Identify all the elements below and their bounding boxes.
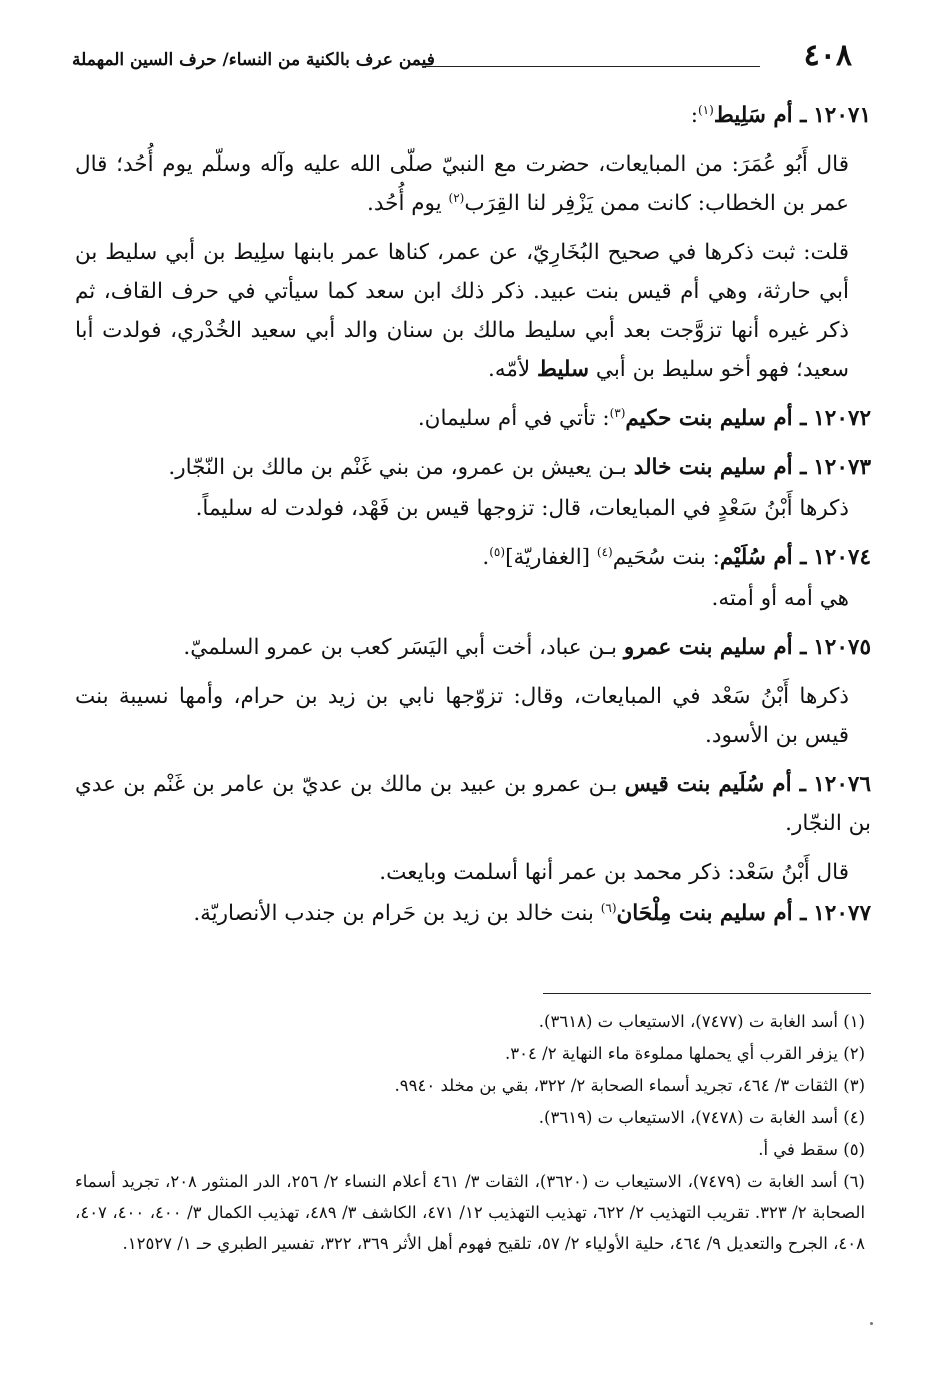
entry-paragraph — [75, 145, 871, 223]
entry-heading — [75, 628, 871, 667]
page-number: ٤٠٨ — [803, 38, 852, 73]
entry-number: ١٢٠٧٤ — [813, 545, 871, 570]
footnote — [75, 1070, 865, 1101]
bold-name: سليط — [537, 357, 590, 382]
paragraph-text: ذكرها أَبْنُ سَعْدٍ في المبايعات، قال: تزوجها قيس بن فَهْد، فولدت له سليماً. — [195, 496, 849, 521]
running-title: فيمن عرف بالكنية من النساء/ حرف السين المهملة — [72, 50, 435, 70]
entry-text: : — [690, 103, 698, 128]
footnotes — [75, 1006, 865, 1260]
footnote-number: (١) — [843, 1012, 865, 1031]
entry-text: بـن عمرو بن عبيد بن مالك بن عديّ بن عامر بن غَنْم بن عدي بن النجّار. — [75, 772, 871, 836]
footnote-text: يزفر القرب أي يحملها مملوءة ماء النهاية ٢/ ٣٠٤. — [505, 1044, 838, 1063]
footnote-separator — [543, 993, 871, 994]
entry-name: ـ أم سُلَيْم — [719, 545, 807, 570]
entry-number: ١٢٠٧٢ — [813, 406, 871, 431]
entry-text: : تأتي في أم سليمان. — [417, 406, 610, 431]
entry-heading — [75, 894, 871, 933]
entry-name: ـ أم سليم بنت عمرو — [623, 635, 807, 660]
entry-text: . — [482, 545, 490, 570]
footnote-number: (٦) — [843, 1172, 865, 1191]
entry-name: ـ أم سليم بنت خالد — [633, 455, 807, 480]
entry-name: ـ أم سُلَيم بنت قيس — [624, 772, 806, 797]
entry-text: بـن يعيش بن عمرو، من بني غَنْم بن مالك بن النّجّار. — [168, 455, 627, 480]
footnote-number: (٤) — [843, 1108, 865, 1127]
entry-text: : بنت سُحَيم — [612, 545, 720, 570]
entry-number: ١٢٠٧٧ — [813, 901, 871, 926]
footnote-text: الثقات ٣/ ٤٦٤، تجريد أسماء الصحابة ٢/ ٣٢٢، بقي بن مخلد ٩٩٤٠. — [394, 1076, 838, 1095]
entry-heading — [75, 765, 871, 843]
footnote — [75, 1006, 865, 1037]
entry-name: ـ أم سليم بنت مِلْحَان — [616, 901, 807, 926]
paragraph-text: هي أمه أو أمته. — [711, 586, 849, 611]
footnote — [75, 1038, 865, 1069]
footnote — [75, 1166, 865, 1259]
footnote-ref: (٢) — [448, 190, 465, 205]
footnote-number: (٥) — [843, 1140, 865, 1159]
footnote-text: أسد الغابة ت (٧٤٧٩)، الاستيعاب ت (٣٦٢٠)، الثقات ٣/ ٤٦١ أعلام النساء ٢/ ٢٥٦، الدر المنثور ٢٠٨، تجريد أسماء الصحابة ٢/ ٣٢٣. تقريب التهذيب ٢/ ٦٢٢، تهذيب التهذيب ١٢/ ٤٧١، الكاشف ٣/ ٤٨٩، تهذيب الكمال ٣/ ٤٠٠، ٤٠٠، ٤٠٧، ٤٠٨، الجرح والتعديل ٩/ ٤٦٤، حلية الأولياء ٢/ ٥٧، تلقيح فهوم أهل الأثر ٣٦٩، ٣٢٢، تفسير الطبري حـ ١/ ١٢٥٢٧. — [75, 1172, 866, 1253]
footnote-text: أسد الغابة ت (٧٤٧٨)، الاستيعاب ت (٣٦١٩). — [538, 1108, 838, 1127]
entry-number: ١٢٠٧٥ — [813, 635, 871, 660]
footnote-ref: (٥) — [489, 544, 506, 559]
entry-heading — [75, 399, 871, 438]
footnote-text: أسد الغابة ت (٧٤٧٧)، الاستيعاب ت (٣٦١٨). — [538, 1012, 838, 1031]
entry-text: بـن عباد، أخت أبي اليَسَر كعب بن عمرو السلميّ. — [183, 635, 618, 660]
paragraph-text: قال أَبْنُ سَعْد: ذكر محمد بن عمر أنها أسلمت وبايعت. — [379, 860, 849, 885]
footnote-text: سقط في أ. — [758, 1140, 838, 1159]
paragraph-text: قال أَبُو عُمَرَ: من المبايعات، حضرت مع النبيّ صلّى الله عليه وآله وسلّم يوم أُحُد؛ قال عمر بن الخطاب: كانت ممن يَزْفِر لنا القِرَب — [75, 152, 849, 216]
entry-text: بنت خالد بن زيد بن حَرام بن جندب الأنصاريّة. — [193, 901, 594, 926]
footnote-ref: (٤) — [596, 544, 613, 559]
header-rule — [424, 66, 760, 67]
entry-paragraph — [75, 233, 871, 389]
entry-number: ١٢٠٧٦ — [813, 772, 871, 797]
entry-name: ـ أم سَلِيط — [713, 103, 807, 128]
footnote-ref: (١) — [697, 102, 714, 117]
entry-paragraph — [75, 853, 871, 892]
footnote — [75, 1102, 865, 1133]
footnote-number: (٣) — [843, 1076, 865, 1095]
entry-paragraph — [75, 579, 871, 618]
entry-number: ١٢٠٧١ — [813, 103, 871, 128]
paragraph-text: لأمّه. — [488, 357, 531, 382]
footnote — [75, 1134, 865, 1165]
running-header — [72, 38, 852, 82]
entry-heading — [75, 448, 871, 487]
entry-name: ـ أم سليم بنت حكيم — [625, 406, 807, 431]
paragraph-text: يوم أُحُد. — [367, 191, 442, 216]
footnote-ref: (٣) — [609, 405, 626, 420]
entry-text: [الغفاريّة] — [505, 545, 591, 570]
paragraph-text: قلت: ثبت ذكرها في صحيح البُخَارِيّ، عن عمر، كناها عمر بابنها سلِيط بن أبي سليط بن أبي حارثة، وهي أم قيس بنت عبيد. ذكر ذلك ابن سعد كما سيأتي في حرف القاف، ثم ذكر غيره أنها تزوَّجت بعد أبي سليط مالك بن سنان والد أبي سعيد الخُدْري، فولدت أبا سعيد؛ فهو أخو سليط بن أبي — [75, 240, 849, 382]
footnote-ref: (٦) — [600, 900, 617, 915]
footnote-number: (٢) — [843, 1044, 865, 1063]
entry-paragraph — [75, 677, 871, 755]
main-text — [75, 96, 871, 943]
entry-number: ١٢٠٧٣ — [813, 455, 871, 480]
entry-heading — [75, 96, 871, 135]
entry-paragraph — [75, 489, 871, 528]
scan-speck — [870, 1322, 873, 1325]
entry-heading — [75, 538, 871, 577]
paragraph-text: ذكرها أَبْنُ سَعْد في المبايعات، وقال: تزوّجها نابي بن زيد بن حرام، وأمها نسيبة بنت قيس بن الأسود. — [75, 684, 849, 748]
